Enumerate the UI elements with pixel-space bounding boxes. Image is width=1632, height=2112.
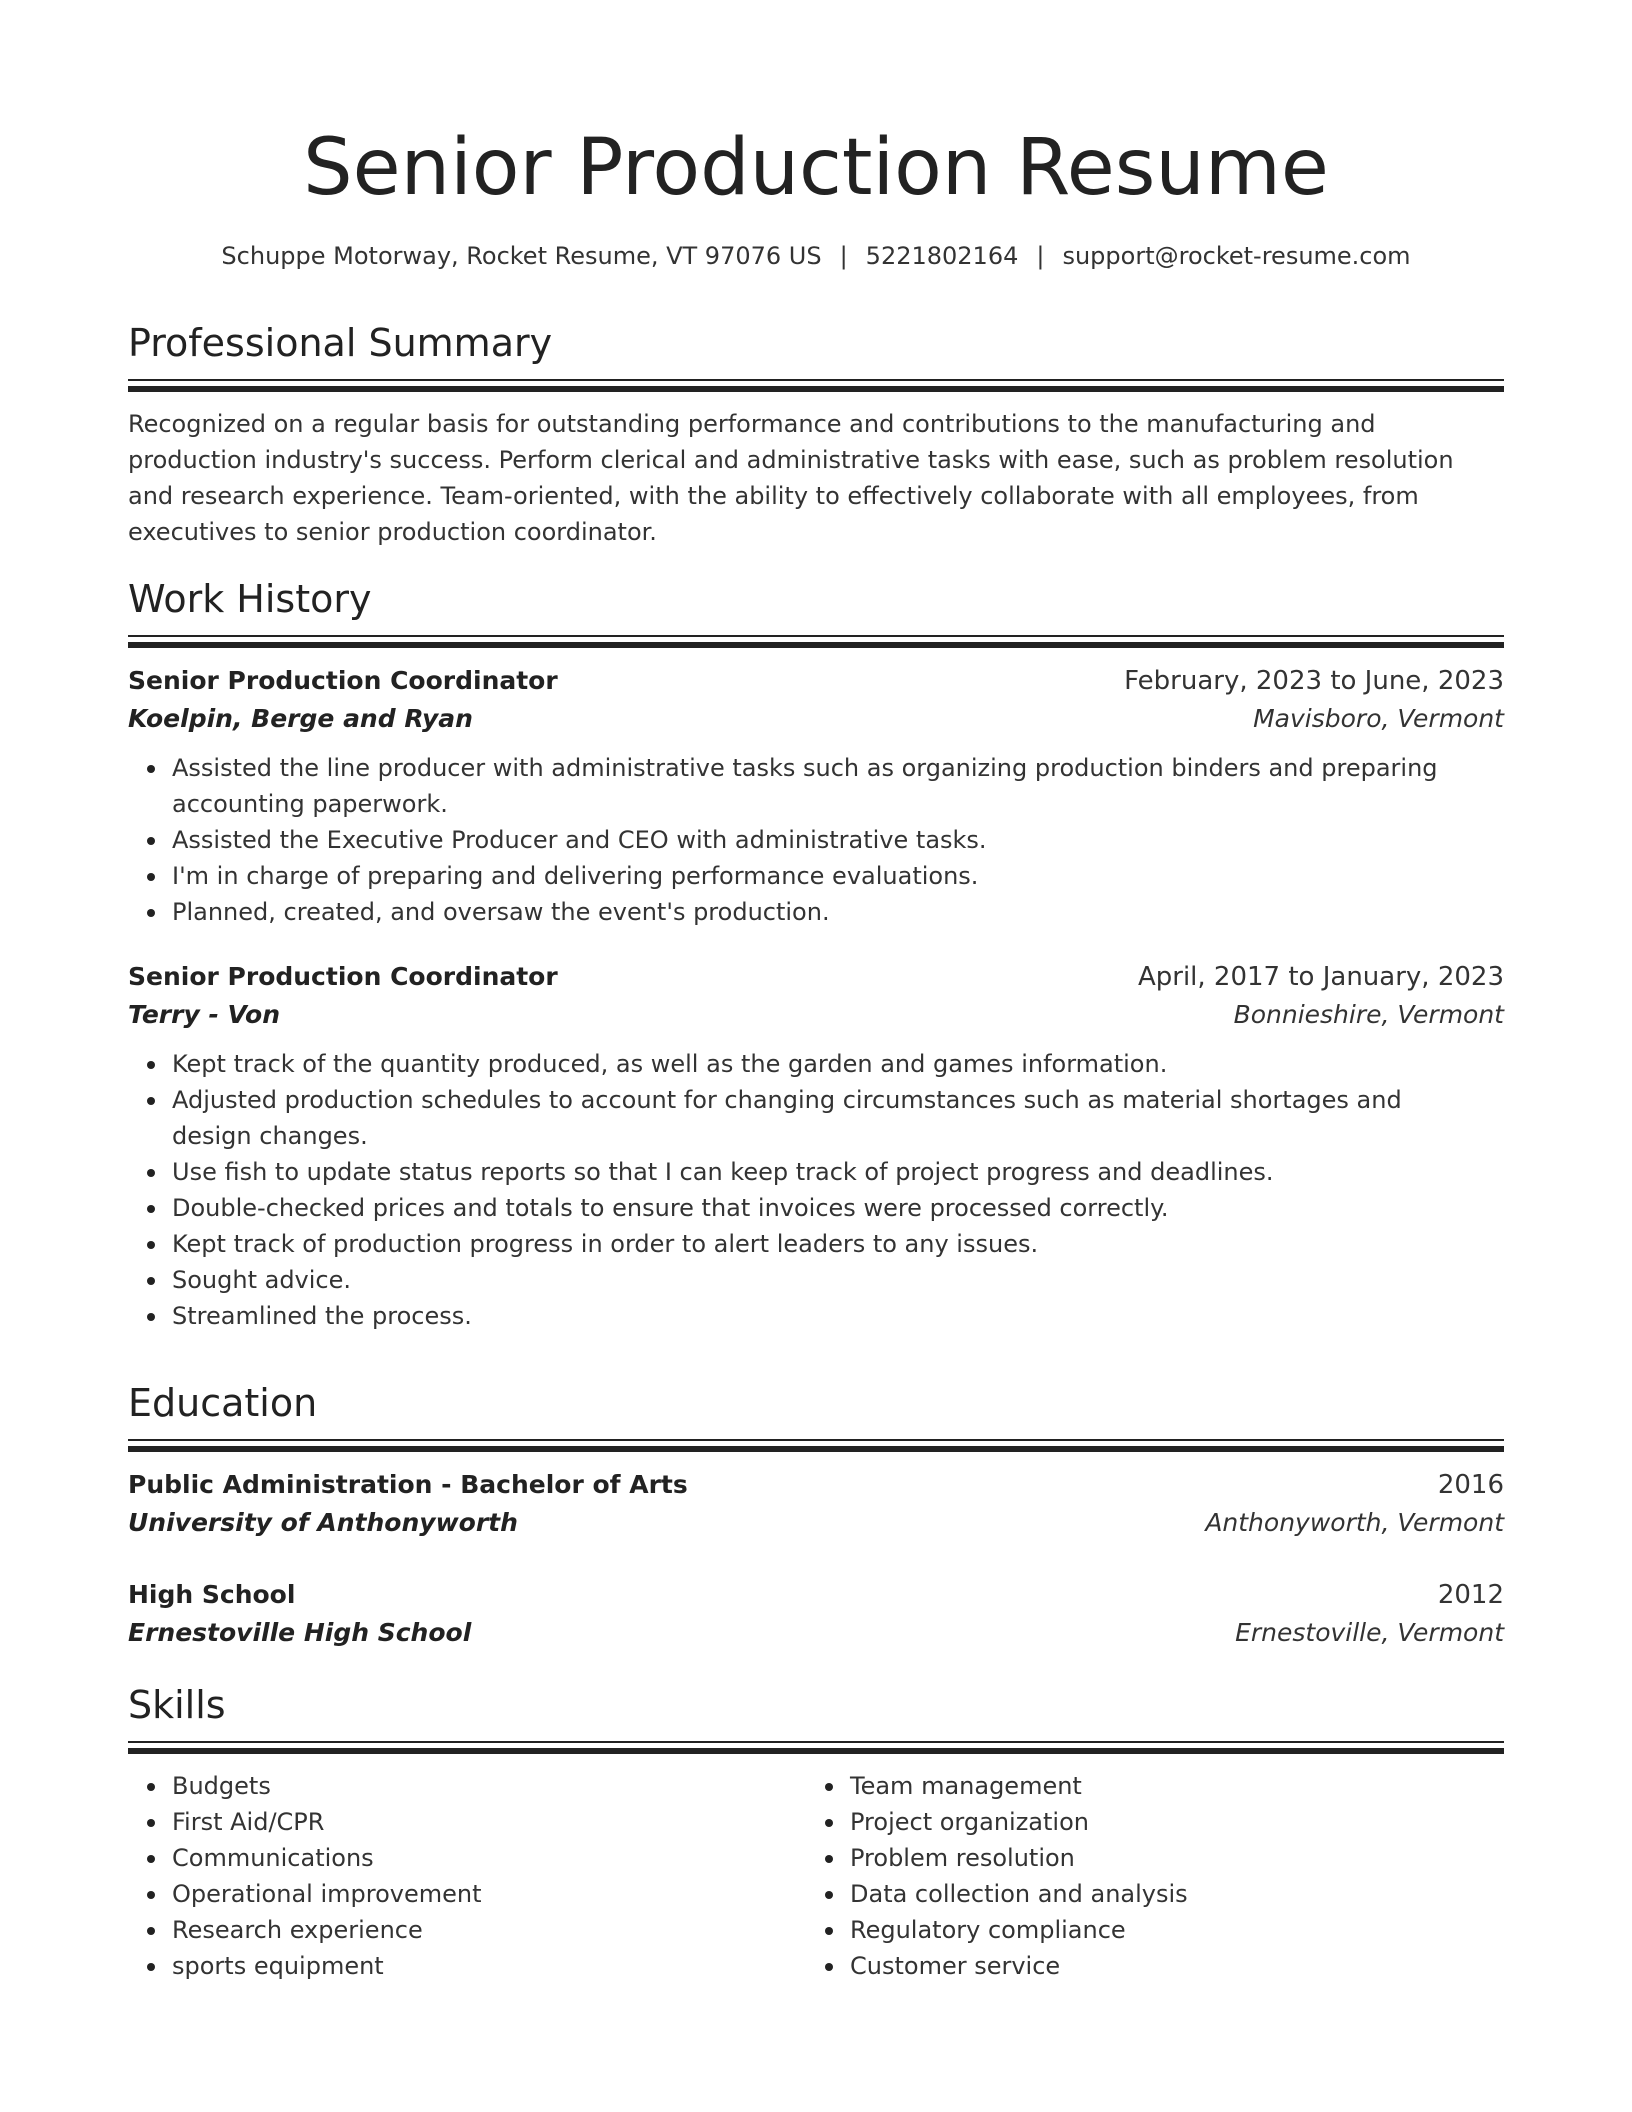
skill-item: Research experience xyxy=(172,1912,806,1948)
resume-title: Senior Production Resume xyxy=(303,123,1329,213)
job-dates: February, 2023 to June, 2023 xyxy=(1124,666,1504,696)
job-location: Bonnieshire, Vermont xyxy=(1233,1000,1504,1029)
education-location: Anthonyworth, Vermont xyxy=(1205,1508,1504,1537)
job-dates: April, 2017 to January, 2023 xyxy=(1137,962,1504,992)
job-company: Koelpin, Berge and Ryan xyxy=(128,704,473,733)
education-entry xyxy=(128,1466,1504,1542)
skill-item: Team management xyxy=(850,1768,1484,1804)
skills-column-left xyxy=(128,1768,806,1984)
skill-item: Customer service xyxy=(850,1948,1484,1984)
list-item: Assisted the line producer with administrative tasks such as organizing production binders and preparing accounting paperwork. xyxy=(172,750,1504,822)
job-entry xyxy=(128,958,1504,1334)
summary-text: Recognized on a regular basis for outstanding performance and contributions to the manufacturing and production industry's success. Perform clerical and administrative tasks with ease, such as problem resolution and research experience. Team-oriented, with the ability to effectively collaborate with all employees, from executives to senior production coordinator. xyxy=(128,410,1454,546)
list-item: Use fish to update status reports so that I can keep track of project progress and deadlines. xyxy=(172,1154,1504,1190)
list-item: Assisted the Executive Producer and CEO with administrative tasks. xyxy=(172,822,1504,858)
skills-list xyxy=(128,1768,806,1984)
contact-email: support@rocket-resume.com xyxy=(1062,242,1411,270)
job-header-row xyxy=(128,662,1504,700)
list-item: Kept track of production progress in order to alert leaders to any issues. xyxy=(172,1226,1504,1262)
job-company-row xyxy=(128,700,1504,738)
job-bullets xyxy=(128,1046,1504,1334)
skill-item: Regulatory compliance xyxy=(850,1912,1484,1948)
skills-columns xyxy=(128,1768,1504,1984)
education-entry xyxy=(128,1576,1504,1652)
skill-item: Problem resolution xyxy=(850,1840,1484,1876)
education-degree: Public Administration - Bachelor of Arts xyxy=(128,1470,688,1499)
section-rule-thick xyxy=(128,642,1504,648)
contact-line xyxy=(128,238,1504,274)
education-year: 2012 xyxy=(1437,1580,1504,1610)
job-title: Senior Production Coordinator xyxy=(128,666,558,695)
list-item: Adjusted production schedules to account for changing circumstances such as material shortages and design changes. xyxy=(172,1082,1504,1154)
skills-list xyxy=(806,1768,1484,1984)
job-company-row xyxy=(128,996,1504,1034)
summary-section xyxy=(128,318,1504,550)
skill-item: Operational improvement xyxy=(172,1876,806,1912)
education-header-row xyxy=(128,1576,1504,1614)
section-heading: Education xyxy=(128,1381,318,1425)
list-item: I'm in charge of preparing and delivering performance evaluations. xyxy=(172,858,1504,894)
contact-address: Schuppe Motorway, Rocket Resume, VT 97076 US xyxy=(221,242,822,270)
section-rule xyxy=(128,1439,1504,1441)
section-rule-thick xyxy=(128,1748,1504,1754)
section-heading: Work History xyxy=(128,577,372,621)
education-school-row xyxy=(128,1614,1504,1652)
education-header-row xyxy=(128,1466,1504,1504)
skill-item: Project organization xyxy=(850,1804,1484,1840)
skill-item: Data collection and analysis xyxy=(850,1876,1484,1912)
job-header-row xyxy=(128,958,1504,996)
section-heading: Professional Summary xyxy=(128,321,553,365)
job-title: Senior Production Coordinator xyxy=(128,962,558,991)
list-item: Planned, created, and oversaw the event's production. xyxy=(172,894,1504,930)
section-rule-thick xyxy=(128,1446,1504,1452)
skill-item: Budgets xyxy=(172,1768,806,1804)
list-item: Streamlined the process. xyxy=(172,1298,1504,1334)
skills-column-right xyxy=(806,1768,1484,1984)
job-bullets xyxy=(128,750,1504,930)
education-section xyxy=(128,1378,1504,1652)
contact-separator: | xyxy=(1036,242,1045,270)
work-history-section xyxy=(128,574,1504,1334)
section-rule xyxy=(128,635,1504,637)
section-rule-thick xyxy=(128,386,1504,392)
section-rule xyxy=(128,379,1504,381)
list-item: Sought advice. xyxy=(172,1262,1504,1298)
list-item: Double-checked prices and totals to ensure that invoices were processed correctly. xyxy=(172,1190,1504,1226)
job-location: Mavisboro, Vermont xyxy=(1253,704,1504,733)
education-school-row xyxy=(128,1504,1504,1542)
job-entry xyxy=(128,662,1504,930)
list-item: Kept track of the quantity produced, as well as the garden and games information. xyxy=(172,1046,1504,1082)
skill-item: First Aid/CPR xyxy=(172,1804,806,1840)
education-location: Ernestoville, Vermont xyxy=(1235,1618,1504,1647)
job-company: Terry - Von xyxy=(128,1000,281,1029)
contact-separator: | xyxy=(839,242,848,270)
education-school: University of Anthonyworth xyxy=(128,1508,518,1537)
education-school: Ernestoville High School xyxy=(128,1618,472,1647)
skill-item: sports equipment xyxy=(172,1948,806,1984)
skill-item: Communications xyxy=(172,1840,806,1876)
education-year: 2016 xyxy=(1437,1470,1504,1500)
skills-section xyxy=(128,1680,1504,1984)
contact-phone: 5221802164 xyxy=(865,242,1019,270)
section-rule xyxy=(128,1741,1504,1743)
section-heading: Skills xyxy=(128,1683,226,1727)
education-degree: High School xyxy=(128,1580,296,1609)
